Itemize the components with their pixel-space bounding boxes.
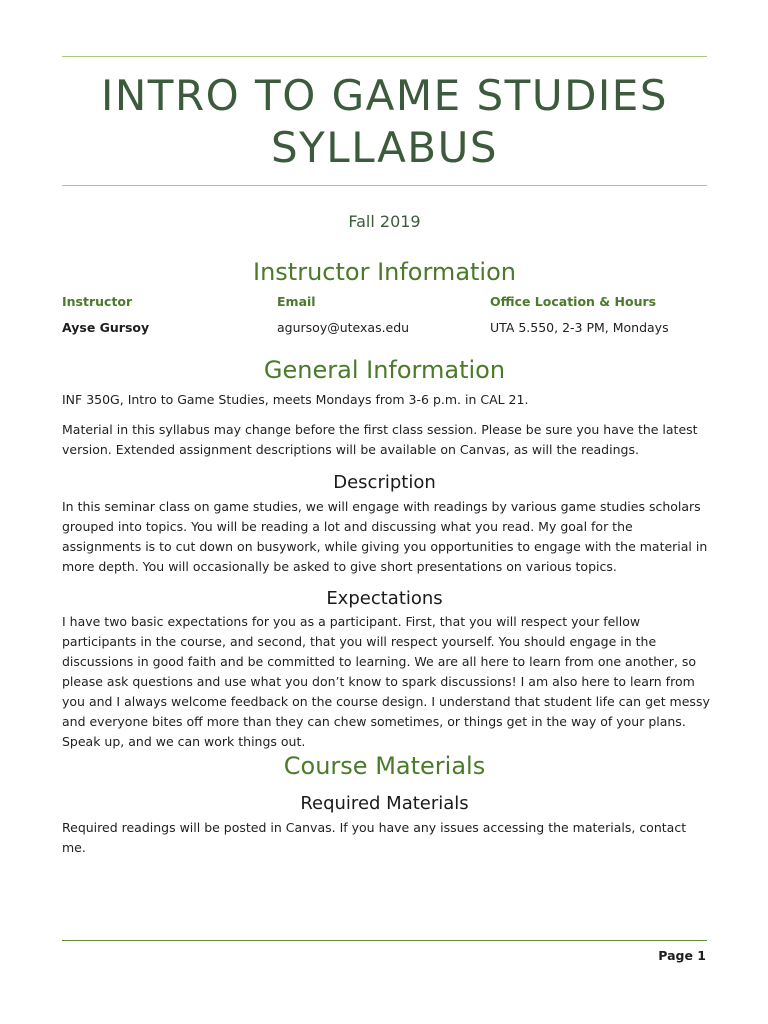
office-hours: UTA 5.550, 2-3 PM, Mondays (490, 320, 669, 335)
expectations-paragraph: I have two basic expectations for you as a participant. First, that you will respect your fellow participants in the course, and second, that you will respect yourself. You should engage in the discussions in good faith and be committed to learning. We are all here to learn from one another, so please ask questions and use what you don’t know to spark discussions! I am also here to learn from you and I always welcome feedback on the course design. I understand that student life can get messy and everyone bites off more than they can chew sometimes, or things get in the way of your plans. Speak up, and we can work things out. (62, 614, 710, 749)
instructor-name: Ayse Gursoy (62, 320, 150, 335)
title-line-1: INTRO TO GAME STUDIES (101, 71, 668, 120)
required-materials-paragraph: Required readings will be posted in Canvas. If you have any issues accessing the materials, contact me. (62, 820, 687, 855)
instructor-email: agursoy@utexas.edu (277, 320, 410, 335)
syllabus-change-paragraph: Material in this syllabus may change before the first class session. Please be sure you have the latest version. Extended assignment descriptions will be available on Canvas, as will the readings. (62, 422, 698, 457)
footer-rule (62, 940, 707, 941)
term-label: Fall 2019 (348, 212, 421, 231)
page-number: Page 1 (658, 948, 706, 963)
description-heading: Description (333, 472, 436, 493)
title-line-2: SYLLABUS (270, 123, 499, 172)
course-materials-heading: Course Materials (283, 752, 486, 780)
office-column-header: Office Location & Hours (490, 294, 657, 309)
instructor-heading: Instructor Information (253, 258, 516, 286)
email-column-header: Email (277, 294, 316, 309)
document-title (62, 70, 707, 174)
general-info-heading: General Information (263, 356, 506, 384)
course-meeting-paragraph: INF 350G, Intro to Game Studies, meets Mondays from 3-6 p.m. in CAL 21. (62, 392, 529, 407)
required-materials-heading: Required Materials (300, 793, 469, 814)
top-rule (62, 56, 707, 57)
instructor-column-header: Instructor (62, 294, 133, 309)
title-rule (62, 185, 707, 186)
description-paragraph: In this seminar class on game studies, we will engage with readings by various game studies scholars grouped into topics. You will be reading a lot and discussing what you read. My goal for the assignments is to cut down on busywork, while giving you opportunities to engage with the material in more depth. You will occasionally be asked to give short presentations on various topics. (62, 499, 708, 574)
expectations-heading: Expectations (326, 588, 443, 609)
